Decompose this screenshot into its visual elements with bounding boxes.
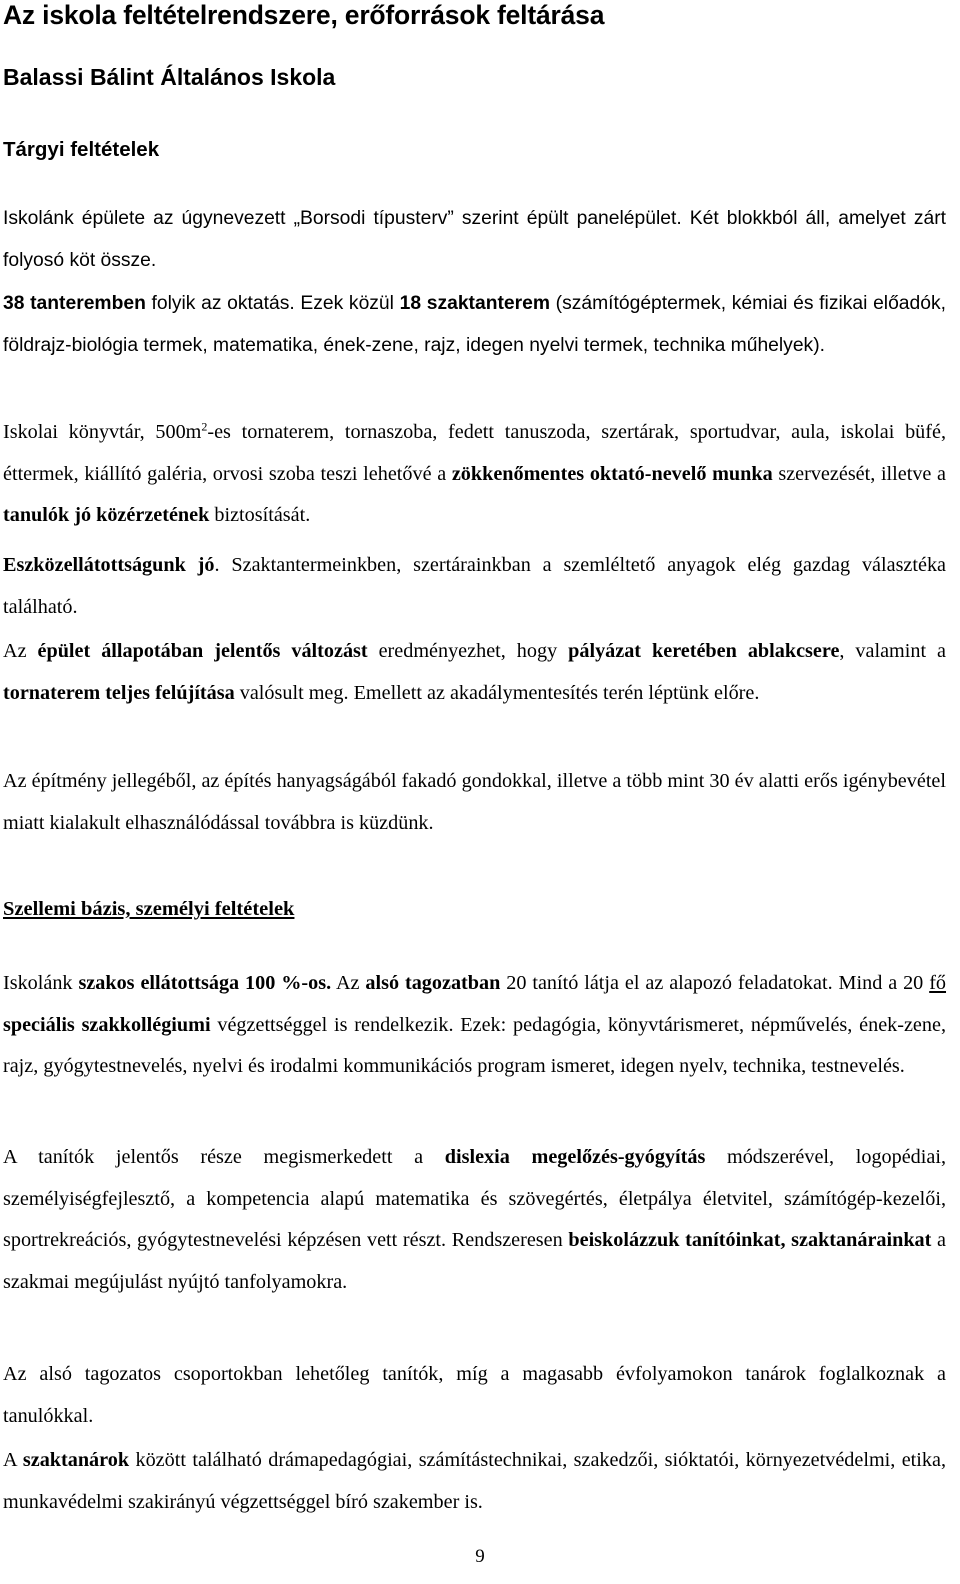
page-number: 9	[475, 1546, 485, 1567]
paragraph-equipment: Eszközellátottságunk jó. Szaktantermeinkben, szertárainkban a szemléltető anyagok elég gazdag választéka található.	[3, 554, 947, 618]
paragraph-facilities: Iskolai könyvtár, $500m^2-es$ tornaterem, tornaszoba, fedett tanuszoda, szertárak, sportudvar, aula, iskolai büfé, éttermek, kiállító galéria, orvosi szoba teszi lehetővé a zökkenőmentes oktató-nevelő munka szervezését, illetve a tanulók jó közérzetének biztosítását.	[3, 419, 947, 526]
bold-text: tanulók jó közérzetének	[3, 504, 210, 526]
bold-text: zökkenőmentes oktató-nevelő munka	[451, 462, 773, 485]
section-heading-szellemi: Szellemi bázis, személyi feltételek	[3, 898, 295, 920]
bold-text: speciális szakkollégiumi	[3, 1013, 211, 1036]
underlined-text: fő	[929, 972, 947, 994]
bold-text: pályázat keretében ablakcsere	[568, 640, 840, 662]
bold-text: szakos ellátottsága 100 %-os.	[78, 972, 332, 994]
paragraph-classrooms: 38 tanteremben folyik az oktatás. Ezek közül 18 szaktanterem (számítógéptermek, kémiai és fizikai előadók, földrajz-biológia termek, matematika, ének-zene, rajz, idegen nyelvi termek, technika műhelyek).	[3, 293, 946, 356]
paragraph-training: A tanítók jelentős része megismerkedett a dislexia megelőzés-gyógyítás módszerével, logopédiai, személyiségfejlesztő, a kompetencia alapú matematika és szövegértés, életpálya életvitel, számítógép-kezelői, sportrekreációs, gyógytestnevelési képzésen vett részt. Rendszeresen beiskolázzuk tanítóinkat, szaktanárainkat a szakmai megújulást nyújtó tanfolyamokra.	[3, 1146, 947, 1293]
paragraph-staffing: Iskolánk szakos ellátottsága 100 %-os. Az alsó tagozatban 20 tanító látja el az alapozó feladatokat. Mind a 20 fő speciális szakkollégiumi végzettséggel is rendelkezik. Ezek: pedagógia, könyvtárismeret, népművelés, ének-zene, rajz, gyógytestnevelés, nyelvi és irodalmi kommunikációs program ismeret, idegen nyelv, technika, testnevelés.	[3, 972, 947, 1077]
paragraph-specialists: A szaktanárok között található drámapedagógiai, számítástechnikai, szakedzői, sióktatói, környezetvédelmi, etika, munkavédelmi szakirányú végzettséggel bíró szakember is.	[3, 1449, 947, 1513]
paragraph-groups: Az alsó tagozatos csoportokban lehetőleg tanítók, míg a magasabb évfolyamokon tanárok foglalkoznak a tanulókkal.	[3, 1363, 946, 1427]
bold-text: 18 szaktanterem	[399, 293, 550, 314]
bold-text: beiskolázzuk tanítóinkat, szaktanárainkat	[568, 1229, 932, 1251]
paragraph-renovation: Az épület állapotában jelentős változást eredményezhet, hogy pályázat keretében ablakcsere, valamint a tornaterem teljes felújítása valósult meg. Emellett az akadálymentesítés terén léptünk előre.	[3, 640, 946, 704]
document-title: Az iskola feltételrendszere, erőforrások feltárása	[3, 0, 605, 30]
bold-text: alsó tagozatban	[365, 972, 501, 994]
section-heading-targyi: Tárgyi feltételek	[3, 138, 160, 161]
bold-text: tornaterem teljes felújítása	[3, 681, 235, 704]
bold-text: dislexia megelőzés-gyógyítás	[444, 1146, 706, 1168]
school-name: Balassi Bálint Általános Iskola	[3, 64, 336, 90]
paragraph-building: Iskolánk épülete az úgynevezett „Borsodi típusterv” szerint épült panelépület. Két blokkból áll, amelyet zárt folyosó köt össze.	[3, 208, 946, 271]
bold-text: épület állapotában jelentős változást	[37, 640, 368, 662]
paragraph-wear: Az építmény jellegéből, az építés hanyagságából fakadó gondokkal, illetve a több mint 30 év alatti erős igénybevétel miatt kialakult elhasználódással továbbra is küzdünk.	[3, 770, 946, 834]
bold-text: szaktanárok	[22, 1449, 130, 1471]
bold-text: Eszközellátottságunk jó	[3, 554, 215, 576]
bold-text: 38 tanteremben	[3, 293, 146, 314]
